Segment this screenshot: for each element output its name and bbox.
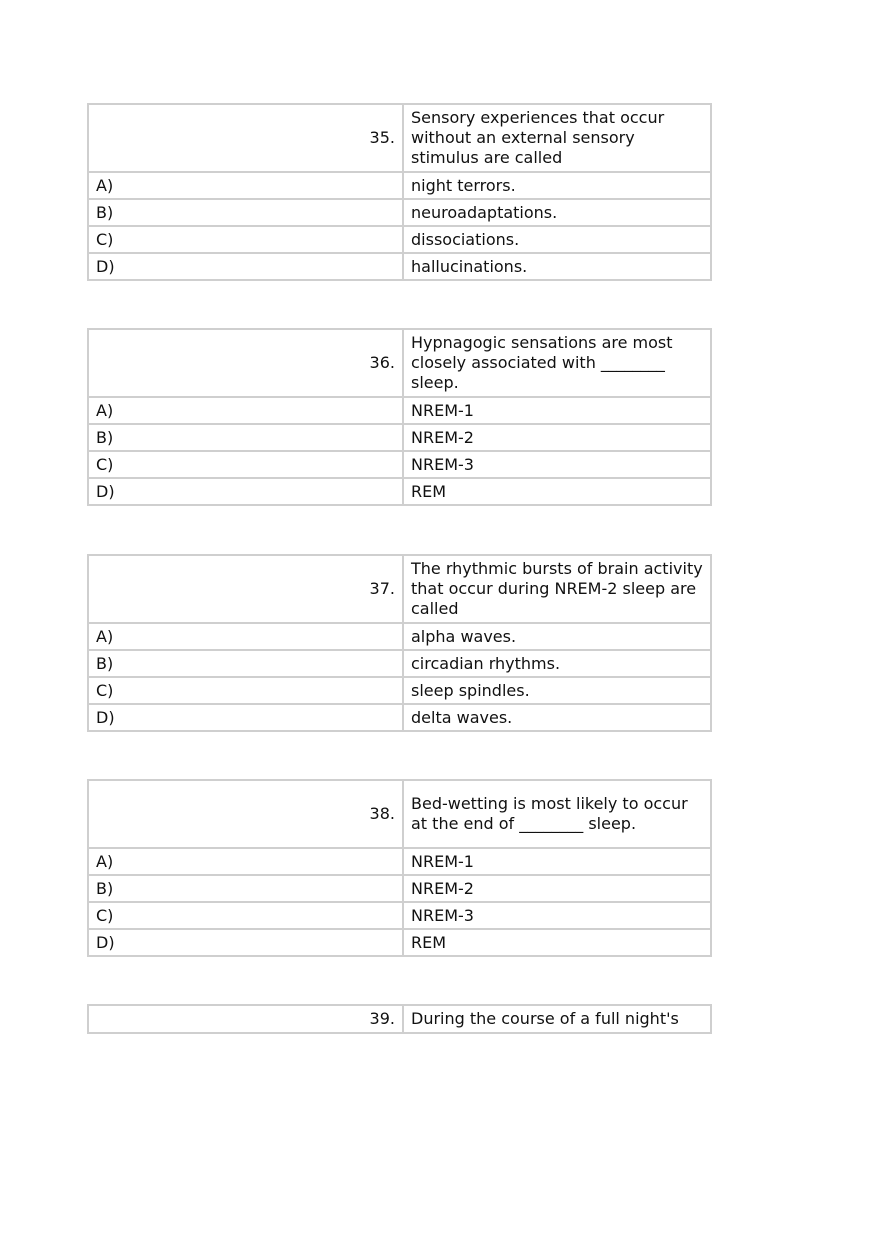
option-text: dissociations.	[403, 226, 711, 253]
option-row	[88, 875, 711, 902]
option-letter: A)	[88, 397, 403, 424]
option-letter: C)	[88, 902, 403, 929]
question-row	[88, 329, 711, 397]
option-letter: B)	[88, 650, 403, 677]
option-row	[88, 397, 711, 424]
question-number: 36.	[88, 329, 403, 397]
option-text: alpha waves.	[403, 623, 711, 650]
option-text: neuroadaptations.	[403, 199, 711, 226]
option-text: sleep spindles.	[403, 677, 711, 704]
question-number: 37.	[88, 555, 403, 623]
option-letter: B)	[88, 424, 403, 451]
option-text: REM	[403, 478, 711, 505]
option-letter: D)	[88, 253, 403, 280]
option-letter: C)	[88, 226, 403, 253]
question-row	[88, 780, 711, 848]
option-letter: A)	[88, 623, 403, 650]
option-row	[88, 253, 711, 280]
question-text: Hypnagogic sensations are most closely associated with ________ sleep.	[403, 329, 711, 397]
option-row	[88, 199, 711, 226]
option-letter: C)	[88, 451, 403, 478]
option-text: night terrors.	[403, 172, 711, 199]
question-number: 38.	[88, 780, 403, 848]
option-row	[88, 650, 711, 677]
option-letter: B)	[88, 875, 403, 902]
option-row	[88, 929, 711, 956]
question-text: The rhythmic bursts of brain activity that occur during NREM-2 sleep are called	[403, 555, 711, 623]
option-text: NREM-2	[403, 424, 711, 451]
option-row	[88, 172, 711, 199]
option-text: hallucinations.	[403, 253, 711, 280]
option-row	[88, 623, 711, 650]
option-letter: D)	[88, 478, 403, 505]
question-39-table	[87, 1004, 712, 1034]
option-letter: A)	[88, 848, 403, 875]
option-text: NREM-3	[403, 902, 711, 929]
option-row	[88, 226, 711, 253]
question-number: 39.	[88, 1005, 403, 1033]
option-text: NREM-3	[403, 451, 711, 478]
option-letter: C)	[88, 677, 403, 704]
question-36-table	[87, 328, 712, 506]
option-row	[88, 677, 711, 704]
option-text: delta waves.	[403, 704, 711, 731]
question-37-table	[87, 554, 712, 732]
option-text: NREM-1	[403, 397, 711, 424]
question-row	[88, 104, 711, 172]
option-row	[88, 704, 711, 731]
question-text: Sensory experiences that occur without an external sensory stimulus are called	[403, 104, 711, 172]
question-row	[88, 555, 711, 623]
option-row	[88, 478, 711, 505]
option-text: NREM-2	[403, 875, 711, 902]
option-row	[88, 902, 711, 929]
option-letter: A)	[88, 172, 403, 199]
option-row	[88, 848, 711, 875]
option-text: REM	[403, 929, 711, 956]
option-row	[88, 424, 711, 451]
question-text: Bed-wetting is most likely to occur at the end of ________ sleep.	[403, 780, 711, 848]
option-text: NREM-1	[403, 848, 711, 875]
question-text: During the course of a full night's	[403, 1005, 711, 1033]
question-35-table	[87, 103, 712, 281]
question-number: 35.	[88, 104, 403, 172]
option-letter: B)	[88, 199, 403, 226]
question-row	[88, 1005, 711, 1033]
option-letter: D)	[88, 704, 403, 731]
option-letter: D)	[88, 929, 403, 956]
option-text: circadian rhythms.	[403, 650, 711, 677]
question-38-table	[87, 779, 712, 957]
option-row	[88, 451, 711, 478]
